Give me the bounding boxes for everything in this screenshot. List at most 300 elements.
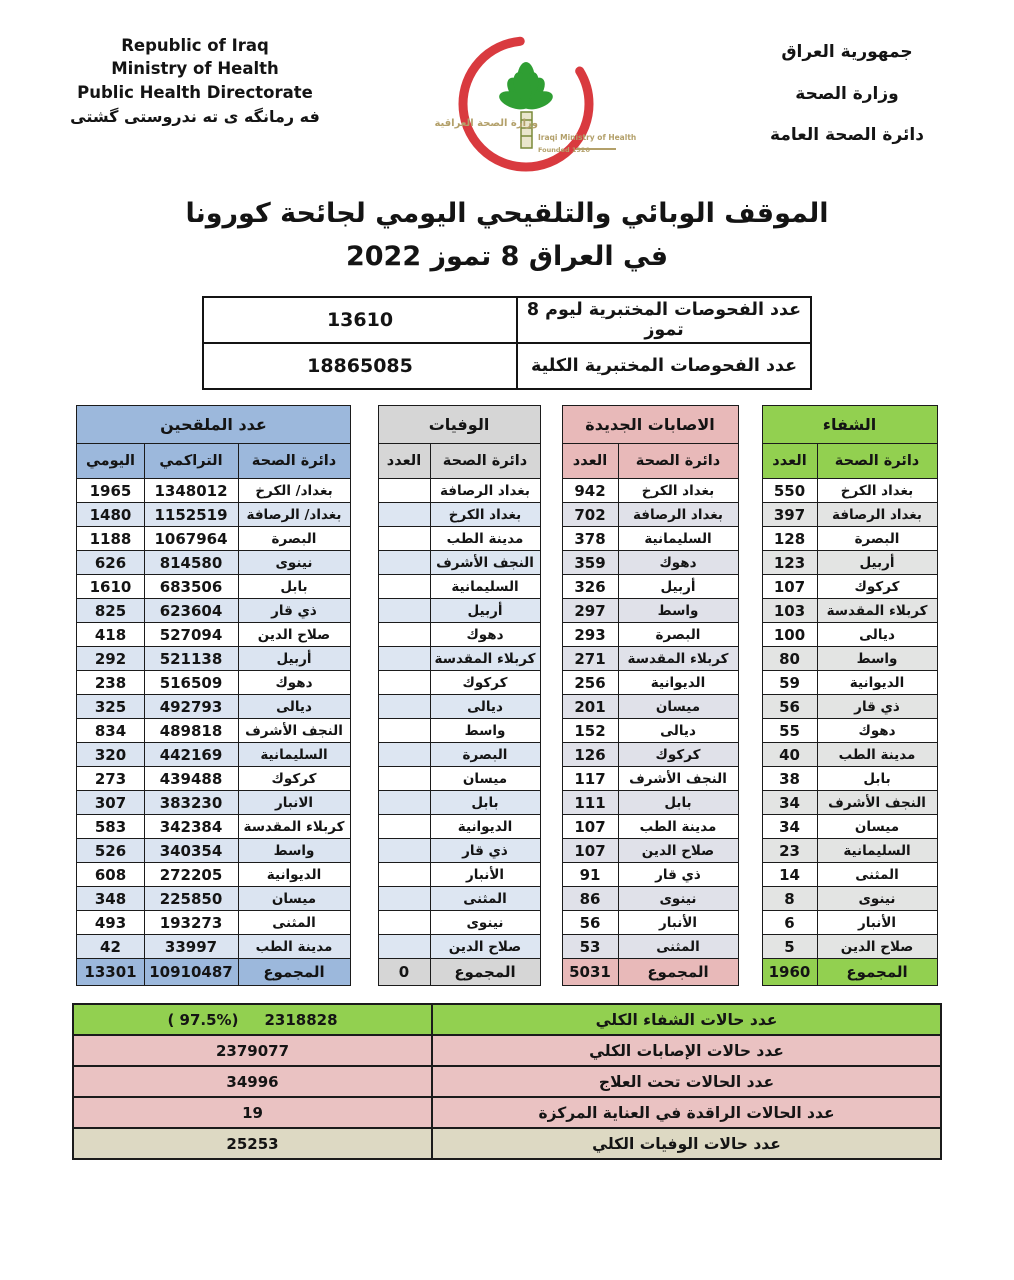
vaccinated-cumulative-cell: 225850 [144, 887, 238, 911]
new-cases-directorate-cell: النجف الأشرف [618, 767, 738, 791]
new-cases-count-header: العدد [562, 444, 618, 479]
recovery-count-cell: 55 [762, 719, 817, 743]
spacer-cell [350, 719, 378, 743]
vaccinated-directorate-cell: بابل [238, 575, 350, 599]
deaths-count-cell [378, 935, 430, 959]
spacer-cell [738, 551, 762, 575]
spacer-cell [540, 935, 562, 959]
vaccinated-daily-header: اليومي [77, 444, 144, 479]
spacer-cell [738, 719, 762, 743]
total-cases-label: عدد حالات الإصابات الكلي [432, 1035, 941, 1066]
spacer-cell [540, 599, 562, 623]
recovery-directorate-cell: ميسان [817, 815, 937, 839]
new-cases-directorate-cell: نينوى [618, 887, 738, 911]
deaths-count-cell [378, 647, 430, 671]
new-cases-directorate-cell: البصرة [618, 623, 738, 647]
spacer-cell [738, 863, 762, 887]
deaths-directorate-cell: مدينة الطب [430, 527, 540, 551]
total-recoveries-label: عدد حالات الشفاء الكلي [432, 1004, 941, 1035]
header-english-line: Republic of Iraq [121, 36, 269, 55]
recovery-directorate-cell: صلاح الدين [817, 935, 937, 959]
main-table-row [77, 695, 937, 719]
spacer-cell [350, 959, 378, 986]
vaccinated-total-label: المجموع [238, 959, 350, 986]
new-cases-count-cell: 293 [562, 623, 618, 647]
logo-english-caption: Iraqi Ministry of Health [538, 133, 636, 142]
vaccinated-directorate-cell: السليمانية [238, 743, 350, 767]
recovery-count-cell: 8 [762, 887, 817, 911]
icu-cases-label: عدد الحالات الراقدة في العناية المركزة [432, 1097, 941, 1128]
main-table-row [77, 479, 937, 503]
logo-graphic [426, 28, 636, 178]
vaccinated-daily-cell: 42 [77, 935, 144, 959]
total-recoveries-row [73, 1004, 941, 1035]
new-cases-count-cell: 86 [562, 887, 618, 911]
vaccinated-directorate-cell: مدينة الطب [238, 935, 350, 959]
recovery-directorate-cell: نينوى [817, 887, 937, 911]
recovery-count-cell: 550 [762, 479, 817, 503]
page-title-line2: في العراق 8 تموز 2022 [345, 241, 669, 273]
vaccinated-cumulative-cell: 521138 [144, 647, 238, 671]
new-cases-count-cell: 942 [562, 479, 618, 503]
recovery-directorate-header: دائرة الصحة [817, 444, 937, 479]
new-cases-directorate-cell: مدينة الطب [618, 815, 738, 839]
main-table-row [77, 767, 937, 791]
new-cases-total-label: المجموع [618, 959, 738, 986]
recovery-count-cell: 100 [762, 623, 817, 647]
main-table-row [77, 551, 937, 575]
vaccinated-cumulative-cell: 527094 [144, 623, 238, 647]
main-table-head [77, 406, 937, 479]
spacer-cell [738, 479, 762, 503]
spacer-cell [738, 767, 762, 791]
spacer-cell [540, 623, 562, 647]
recovery-number: 2318828 [264, 1010, 338, 1029]
deaths-count-cell [378, 719, 430, 743]
deaths-count-cell [378, 551, 430, 575]
recovery-directorate-cell: المثنى [817, 863, 937, 887]
vaccinated-directorate-cell: بغداد/ الرصافة [238, 503, 350, 527]
main-table-row [77, 647, 937, 671]
spacer-cell [540, 503, 562, 527]
vaccinated-cumulative-cell: 492793 [144, 695, 238, 719]
recovery-percent: ( 97.5%) [167, 1010, 239, 1029]
vaccinated-cumulative-cell: 340354 [144, 839, 238, 863]
main-table-row [77, 575, 937, 599]
spacer-cell [350, 887, 378, 911]
new-cases-count-cell: 326 [562, 575, 618, 599]
spacer-cell [738, 743, 762, 767]
spacer-cell [738, 815, 762, 839]
spacer-cell [738, 599, 762, 623]
main-table-row [77, 743, 937, 767]
new-cases-directorate-cell: المثنى [618, 935, 738, 959]
deaths-count-cell [378, 839, 430, 863]
deaths-directorate-cell: أربيل [430, 599, 540, 623]
deaths-count-cell [378, 503, 430, 527]
main-table-row [77, 503, 937, 527]
vaccinated-directorate-cell: كركوك [238, 767, 350, 791]
deaths-total-label: المجموع [430, 959, 540, 986]
spacer-cell [738, 695, 762, 719]
vaccinated-directorate-cell: الانبار [238, 791, 350, 815]
header-english-line: Public Health Directorate [77, 82, 313, 102]
vaccinated-directorate-cell: كربلاء المقدسة [238, 815, 350, 839]
vaccinated-directorate-cell: النجف الأشرف [238, 719, 350, 743]
spacer-cell [350, 791, 378, 815]
deaths-count-cell [378, 743, 430, 767]
vaccinated-daily-cell: 292 [77, 647, 144, 671]
total-tests-row [203, 343, 811, 389]
total-cases-value: 2379077 [73, 1035, 432, 1066]
deaths-count-cell [378, 887, 430, 911]
header-english-line: Ministry of Health [111, 59, 279, 79]
spacer-cell [540, 671, 562, 695]
recovery-directorate-cell: ديالى [817, 623, 937, 647]
new-cases-directorate-cell: الأنبار [618, 911, 738, 935]
spacer-cell [738, 623, 762, 647]
new-cases-count-cell: 53 [562, 935, 618, 959]
vaccinated-cumulative-cell: 33997 [144, 935, 238, 959]
main-table-row [77, 527, 937, 551]
deaths-directorate-cell: دهوك [430, 623, 540, 647]
vaccinated-daily-cell: 307 [77, 791, 144, 815]
recovery-directorate-cell: السليمانية [817, 839, 937, 863]
main-table-row [77, 911, 937, 935]
header-kurdish-line: فه رمانگه ی ته ندروستی گشتی [70, 107, 320, 127]
header-english-block [70, 34, 320, 129]
new-cases-directorate-cell: ميسان [618, 695, 738, 719]
main-table-total-row [77, 959, 937, 986]
section-title-row [77, 406, 937, 444]
page-title [40, 192, 974, 278]
vaccinated-daily-cell: 273 [77, 767, 144, 791]
new-cases-count-cell: 201 [562, 695, 618, 719]
daily-tests-label: عدد الفحوصات المختبرية ليوم 8 تموز [517, 297, 811, 343]
recovery-count-cell: 6 [762, 911, 817, 935]
new-cases-directorate-cell: أربيل [618, 575, 738, 599]
spacer-cell [350, 767, 378, 791]
deaths-directorate-cell: صلاح الدين [430, 935, 540, 959]
vaccinated-directorate-cell: نينوى [238, 551, 350, 575]
recovery-count-cell: 80 [762, 647, 817, 671]
recovery-directorate-cell: بغداد الرصافة [817, 503, 937, 527]
daily-tests-row [203, 297, 811, 343]
deaths-count-cell [378, 671, 430, 695]
vaccinated-directorate-header: دائرة الصحة [238, 444, 350, 479]
new-cases-directorate-cell: الديوانية [618, 671, 738, 695]
vaccinated-cumulative-cell: 623604 [144, 599, 238, 623]
spacer-cell [350, 551, 378, 575]
spacer-cell [350, 444, 378, 479]
deaths-directorate-cell: واسط [430, 719, 540, 743]
new-cases-count-cell: 271 [562, 647, 618, 671]
spacer-cell [540, 719, 562, 743]
deaths-section-title: الوفيات [378, 406, 540, 444]
recovery-count-cell: 397 [762, 503, 817, 527]
new-cases-count-cell: 359 [562, 551, 618, 575]
icu-cases-value: 19 [73, 1097, 432, 1128]
recovery-total-label: المجموع [817, 959, 937, 986]
deaths-directorate-cell: بغداد الكرخ [430, 503, 540, 527]
main-table-row [77, 887, 937, 911]
deaths-directorate-cell: ذي قار [430, 839, 540, 863]
recovery-directorate-cell: دهوك [817, 719, 937, 743]
spacer-cell [738, 575, 762, 599]
vaccinated-directorate-cell: ذي قار [238, 599, 350, 623]
spacer-cell [540, 695, 562, 719]
new-cases-directorate-header: دائرة الصحة [618, 444, 738, 479]
deaths-count-cell [378, 479, 430, 503]
deaths-count-cell [378, 815, 430, 839]
spacer-cell [738, 935, 762, 959]
deaths-count-cell [378, 863, 430, 887]
ministry-of-health-logo [426, 28, 636, 178]
spacer-cell [738, 911, 762, 935]
deaths-directorate-cell: المثنى [430, 887, 540, 911]
deaths-directorate-cell: بغداد الرصافة [430, 479, 540, 503]
recovery-directorate-cell: الديوانية [817, 671, 937, 695]
new-cases-directorate-cell: دهوك [618, 551, 738, 575]
spacer-cell [350, 863, 378, 887]
recovery-count-cell: 34 [762, 791, 817, 815]
recovery-directorate-cell: بابل [817, 767, 937, 791]
icu-cases-row [73, 1097, 941, 1128]
vaccinated-daily-cell: 325 [77, 695, 144, 719]
main-table-row [77, 671, 937, 695]
spacer-cell [738, 671, 762, 695]
header-arabic-line: وزارة الصحة [795, 83, 899, 104]
spacer-cell [738, 839, 762, 863]
new-cases-count-cell: 297 [562, 599, 618, 623]
new-cases-count-cell: 702 [562, 503, 618, 527]
recovery-count-cell: 128 [762, 527, 817, 551]
spacer-cell [738, 527, 762, 551]
spacer-cell [350, 406, 378, 444]
spacer-cell [540, 551, 562, 575]
deaths-count-cell [378, 623, 430, 647]
vaccinated-total-daily: 13301 [77, 959, 144, 986]
vaccinated-directorate-cell: واسط [238, 839, 350, 863]
page-title-line1: الموقف الوبائي والتلقيحي اليومي لجائحة كورونا [185, 198, 829, 229]
vaccinated-directorate-cell: صلاح الدين [238, 623, 350, 647]
vaccinated-cumulative-cell: 489818 [144, 719, 238, 743]
recovery-count-cell: 14 [762, 863, 817, 887]
new-cases-count-cell: 107 [562, 839, 618, 863]
vaccinated-directorate-cell: المثنى [238, 911, 350, 935]
under-treatment-label: عدد الحالات تحت العلاج [432, 1066, 941, 1097]
epidemiology-table [76, 405, 937, 986]
total-deaths-value: 25253 [73, 1128, 432, 1159]
vaccinated-daily-cell: 626 [77, 551, 144, 575]
spacer-cell [738, 887, 762, 911]
vaccinated-cumulative-cell: 383230 [144, 791, 238, 815]
new-cases-directorate-cell: السليمانية [618, 527, 738, 551]
vaccinated-cumulative-cell: 683506 [144, 575, 238, 599]
vaccinated-daily-cell: 493 [77, 911, 144, 935]
main-table-row [77, 791, 937, 815]
deaths-count-cell [378, 527, 430, 551]
spacer-cell [540, 743, 562, 767]
total-recoveries-value [73, 1004, 432, 1035]
new-cases-directorate-cell: صلاح الدين [618, 839, 738, 863]
spacer-cell [540, 444, 562, 479]
new-cases-count-cell: 378 [562, 527, 618, 551]
spacer-cell [540, 959, 562, 986]
recovery-directorate-cell: النجف الأشرف [817, 791, 937, 815]
spacer-cell [738, 791, 762, 815]
main-table-body [77, 479, 937, 959]
vaccinated-daily-cell: 348 [77, 887, 144, 911]
deaths-directorate-cell: بابل [430, 791, 540, 815]
deaths-directorate-cell: الأنبار [430, 863, 540, 887]
new-cases-directorate-cell: كركوك [618, 743, 738, 767]
spacer-cell [350, 695, 378, 719]
vaccinated-cumulative-cell: 1152519 [144, 503, 238, 527]
total-deaths-label: عدد حالات الوفيات الكلي [432, 1128, 941, 1159]
vaccinated-daily-cell: 1965 [77, 479, 144, 503]
main-table-row [77, 839, 937, 863]
new-cases-directorate-cell: بابل [618, 791, 738, 815]
spacer-cell [350, 623, 378, 647]
spacer-cell [350, 647, 378, 671]
vaccinated-daily-cell: 825 [77, 599, 144, 623]
spacer-cell [540, 911, 562, 935]
vaccinated-daily-cell: 834 [77, 719, 144, 743]
deaths-count-cell [378, 599, 430, 623]
deaths-directorate-cell: كربلاء المقدسة [430, 647, 540, 671]
recovery-count-cell: 103 [762, 599, 817, 623]
recovery-count-cell: 56 [762, 695, 817, 719]
header-arabic-line: جمهورية العراق [781, 42, 913, 62]
under-treatment-row [73, 1066, 941, 1097]
sub-header-row [77, 444, 937, 479]
spacer-cell [540, 863, 562, 887]
deaths-directorate-header: دائرة الصحة [430, 444, 540, 479]
recovery-section-title: الشفاء [762, 406, 937, 444]
new-cases-count-cell: 256 [562, 671, 618, 695]
vaccinated-daily-cell: 1610 [77, 575, 144, 599]
vaccinated-directorate-cell: ميسان [238, 887, 350, 911]
recovery-total-value: 1960 [762, 959, 817, 986]
new-cases-section-title: الاصابات الجديدة [562, 406, 738, 444]
spacer-cell [540, 575, 562, 599]
recovery-directorate-cell: مدينة الطب [817, 743, 937, 767]
deaths-total-value: 0 [378, 959, 430, 986]
deaths-directorate-cell: كركوك [430, 671, 540, 695]
report-header [0, 0, 1014, 178]
total-cases-row [73, 1035, 941, 1066]
vaccinated-directorate-cell: دهوك [238, 671, 350, 695]
lab-tests-table [202, 296, 812, 390]
new-cases-count-cell: 117 [562, 767, 618, 791]
vaccinated-cumulative-cell: 814580 [144, 551, 238, 575]
vaccinated-daily-cell: 608 [77, 863, 144, 887]
vaccinated-daily-cell: 320 [77, 743, 144, 767]
recovery-count-cell: 38 [762, 767, 817, 791]
new-cases-count-cell: 91 [562, 863, 618, 887]
deaths-directorate-cell: ديالى [430, 695, 540, 719]
vaccinated-cumulative-cell: 439488 [144, 767, 238, 791]
deaths-directorate-cell: نينوى [430, 911, 540, 935]
spacer-cell [350, 599, 378, 623]
total-tests-value: 18865085 [203, 343, 517, 389]
deaths-count-header: العدد [378, 444, 430, 479]
spacer-cell [350, 815, 378, 839]
deaths-count-cell [378, 767, 430, 791]
deaths-count-cell [378, 695, 430, 719]
recovery-directorate-cell: أربيل [817, 551, 937, 575]
vaccinated-cumulative-cell: 516509 [144, 671, 238, 695]
spacer-cell [540, 527, 562, 551]
new-cases-count-cell: 56 [562, 911, 618, 935]
new-cases-directorate-cell: بغداد الرصافة [618, 503, 738, 527]
deaths-directorate-cell: السليمانية [430, 575, 540, 599]
recovery-directorate-cell: كربلاء المقدسة [817, 599, 937, 623]
recovery-count-cell: 23 [762, 839, 817, 863]
spacer-cell [738, 444, 762, 479]
recovery-count-cell: 59 [762, 671, 817, 695]
main-table-row [77, 815, 937, 839]
deaths-directorate-cell: النجف الأشرف [430, 551, 540, 575]
new-cases-count-cell: 111 [562, 791, 618, 815]
vaccinated-daily-cell: 238 [77, 671, 144, 695]
vaccinated-total-cumulative: 10910487 [144, 959, 238, 986]
logo-arabic-caption: وزارة الصحة العراقية [434, 118, 538, 129]
new-cases-count-cell: 126 [562, 743, 618, 767]
spacer-cell [540, 647, 562, 671]
spacer-cell [738, 647, 762, 671]
spacer-cell [350, 743, 378, 767]
daily-tests-value: 13610 [203, 297, 517, 343]
new-cases-count-cell: 152 [562, 719, 618, 743]
under-treatment-value: 34996 [73, 1066, 432, 1097]
new-cases-count-cell: 107 [562, 815, 618, 839]
spacer-cell [350, 503, 378, 527]
summary-table [72, 1003, 942, 1160]
spacer-cell [350, 479, 378, 503]
vaccinated-cumulative-cell: 442169 [144, 743, 238, 767]
recovery-count-cell: 123 [762, 551, 817, 575]
recovery-directorate-cell: واسط [817, 647, 937, 671]
recovery-directorate-cell: ذي قار [817, 695, 937, 719]
recovery-directorate-cell: البصرة [817, 527, 937, 551]
deaths-count-cell [378, 791, 430, 815]
new-cases-directorate-cell: واسط [618, 599, 738, 623]
deaths-count-cell [378, 911, 430, 935]
spacer-cell [540, 767, 562, 791]
spacer-cell [540, 479, 562, 503]
main-table-row [77, 935, 937, 959]
vaccinated-cumulative-header: التراكمي [144, 444, 238, 479]
spacer-cell [350, 575, 378, 599]
spacer-cell [350, 527, 378, 551]
vaccinated-daily-cell: 418 [77, 623, 144, 647]
vaccinated-cumulative-cell: 1067964 [144, 527, 238, 551]
vaccinated-directorate-cell: بغداد/ الكرخ [238, 479, 350, 503]
vaccinated-daily-cell: 526 [77, 839, 144, 863]
total-tests-label: عدد الفحوصات المختبرية الكلية [517, 343, 811, 389]
new-cases-directorate-cell: بغداد الكرخ [618, 479, 738, 503]
vaccinated-section-title: عدد الملقحين [77, 406, 350, 444]
recovery-count-cell: 107 [762, 575, 817, 599]
spacer-cell [350, 935, 378, 959]
deaths-directorate-cell: البصرة [430, 743, 540, 767]
vaccinated-daily-cell: 1188 [77, 527, 144, 551]
spacer-cell [738, 406, 762, 444]
new-cases-directorate-cell: كربلاء المقدسة [618, 647, 738, 671]
vaccinated-directorate-cell: ديالى [238, 695, 350, 719]
